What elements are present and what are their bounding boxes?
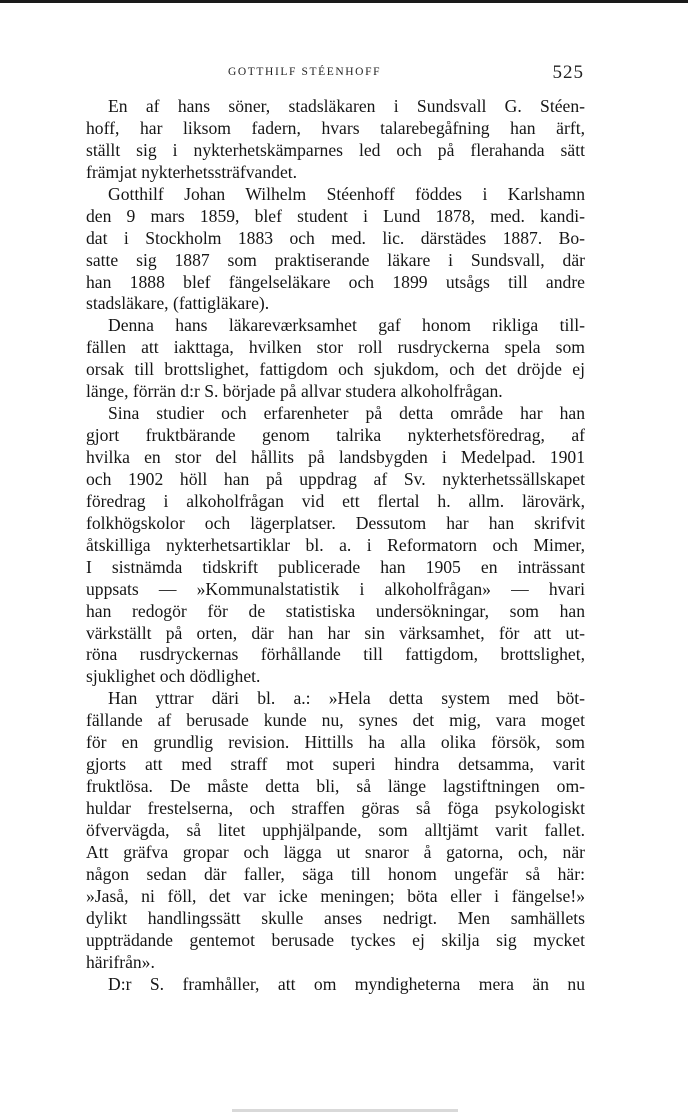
text-line: sjuklighet och dödlighet. bbox=[86, 666, 261, 687]
text-line: öfvervägda, så litet upphjälpande, som alltjämt varit fallet. bbox=[86, 819, 585, 840]
text-line: den 9 mars 1859, blef student i Lund 1878, med. kandi- bbox=[86, 205, 585, 226]
body-text bbox=[86, 96, 585, 995]
running-title: GOTTHILF STÉENHOFF bbox=[228, 66, 382, 78]
top-page-edge bbox=[0, 0, 688, 3]
text-line: Sina studier och erfarenheter på detta område har han bbox=[108, 403, 585, 424]
text-line: I sistnämda tidskrift publicerade han 1905 en inträssant bbox=[86, 556, 585, 577]
text-line: huldar frestelserna, och straffen göras så föga psykologiskt bbox=[86, 798, 585, 818]
text-line: gjort fruktbärande genom talrika nykterhetsföredrag, af bbox=[86, 425, 585, 446]
text-line: stadsläkare, (fattigläkare). bbox=[86, 293, 270, 314]
text-line: åtskilliga nykterhetsartiklar bl. a. i Reformatorn och Mimer, bbox=[86, 534, 585, 555]
text-line: länge, förrän d:r S. började på allvar studera alkoholfrågan. bbox=[86, 381, 503, 402]
text-line: Att gräfva gropar och lägga ut snaror å gatorna, och, när bbox=[86, 841, 585, 862]
text-line: han 1888 blef fängelseläkare och 1899 utsågs till andre bbox=[86, 271, 585, 292]
text-line: Han yttrar däri bl. a.: »Hela detta system med böt- bbox=[108, 688, 585, 709]
text-line: Gotthilf Johan Wilhelm Stéenhoff föddes i Karlshamn bbox=[108, 183, 585, 204]
text-line: främjat nykterhetssträfvandet. bbox=[86, 161, 298, 182]
text-line: och 1902 höll han på uppdrag af Sv. nykterhetssällskapet bbox=[86, 468, 585, 489]
text-line: han redogör för de statistiska undersökningar, som han bbox=[86, 600, 585, 621]
text-line: En af hans söner, stadsläkaren i Sundsvall G. Stéen- bbox=[108, 96, 585, 116]
text-line: uppträdande gentemot berusade tyckes ej skilja sig mycket bbox=[86, 929, 585, 950]
text-line: föredrag i alkoholfrågan vid ett flertal h. allm. lärovärk, bbox=[86, 490, 585, 511]
bottom-page-edge bbox=[232, 1109, 458, 1112]
running-header bbox=[86, 62, 586, 86]
text-line: fällande af berusade kunde nu, synes det mig, vara moget bbox=[86, 710, 585, 731]
text-line: någon sedan där faller, säga till honom ungefär så här: bbox=[86, 863, 585, 884]
text-line: »Jaså, ni föll, det var icke meningen; böta eller i fängelse!» bbox=[86, 885, 585, 906]
text-line: hvilka en stor del hållits på landsbygden i Medelpad. 1901 bbox=[86, 447, 585, 467]
text-line: värkställt på orten, där han har sin värksamhet, för att ut- bbox=[86, 622, 585, 643]
text-line: härifrån». bbox=[86, 951, 155, 972]
text-line: röna rusdryckernas förhållande till fattigdom, brottslighet, bbox=[86, 644, 585, 665]
page-number: 525 bbox=[552, 62, 584, 83]
text-line: orsak till brottslighet, fattigdom och sjukdom, och det dröjde ej bbox=[86, 359, 585, 380]
text-line: satte sig 1887 som praktiserande läkare i Sundsvall, där bbox=[86, 249, 585, 270]
text-line: fruktlösa. De måste detta bli, så länge lagstiftningen om- bbox=[86, 776, 585, 797]
text-line: dat i Stockholm 1883 och med. lic. därstädes 1887. Bo- bbox=[86, 227, 585, 248]
text-line: hoff, har liksom fadern, hvars talarebegåfning han ärft, bbox=[86, 117, 585, 138]
text-line: uppsats — »Kommunalstatistik i alkoholfrågan» — hvari bbox=[86, 578, 585, 599]
text-line: gjorts att med straff mot superi hindra detsamma, varit bbox=[86, 754, 585, 775]
text-line: för en grundlig revision. Hittills ha alla olika försök, som bbox=[86, 732, 585, 753]
text-line: dylikt handlingssätt skulle anses nedrigt. Men samhällets bbox=[86, 907, 585, 928]
text-line: D:r S. framhåller, att om myndigheterna mera än nu bbox=[108, 973, 585, 994]
text-line: Denna hans läkareværksamhet gaf honom rikliga till- bbox=[108, 315, 585, 336]
text-line: fällen att iakttaga, hvilken stor roll rusdryckerna spela som bbox=[86, 337, 585, 358]
text-line: ställt sig i nykterhetskämparnes led och på flerahanda sätt bbox=[86, 139, 585, 160]
text-line: folkhögskolor och lägerplatser. Dessutom har han skrifvit bbox=[86, 512, 585, 533]
